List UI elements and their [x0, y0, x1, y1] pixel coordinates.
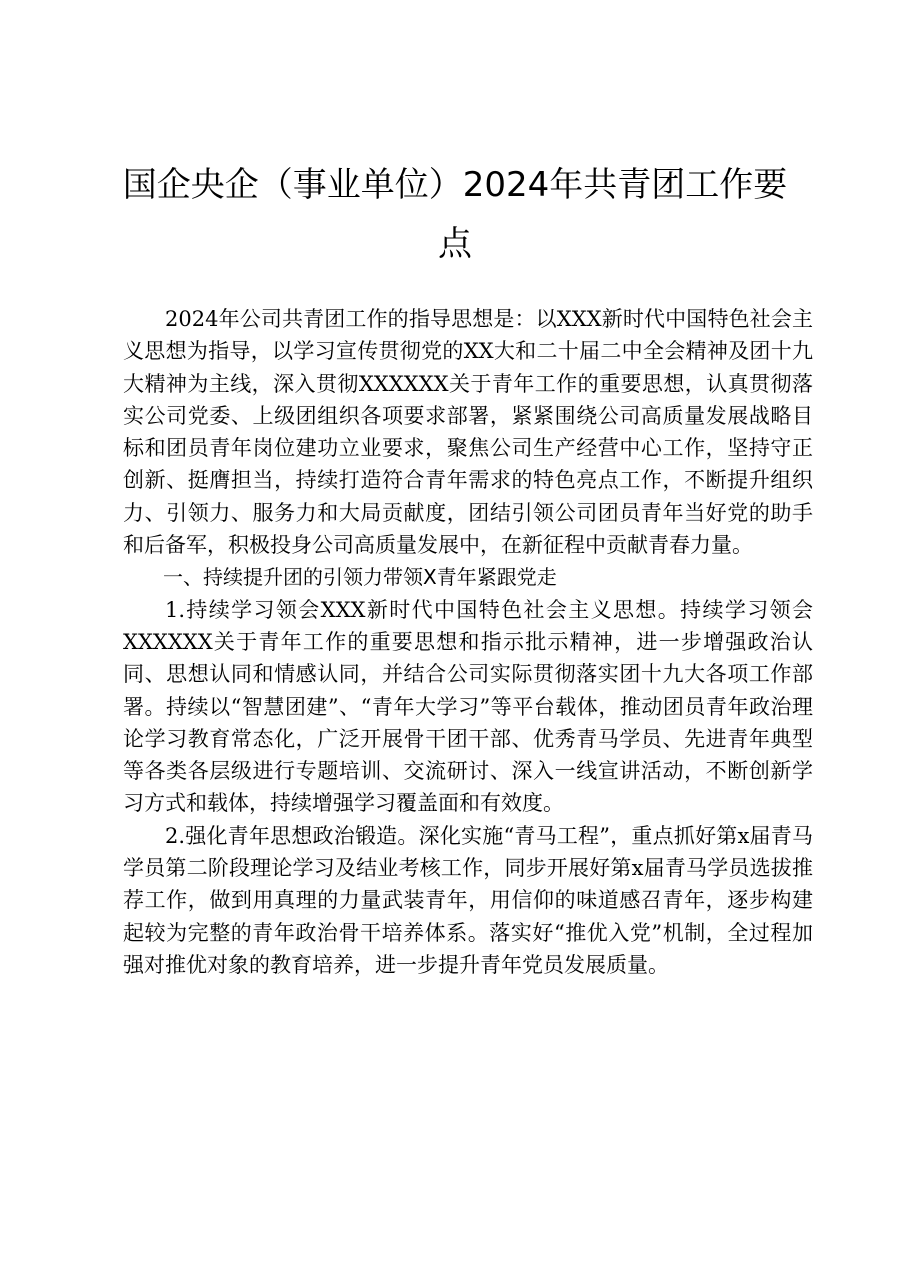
item-paragraph-1: 1.持续学习领会XXX新时代中国特色社会主义思想。持续学习领会XXXXXX关于青年工作的重要思想和指示批示精神，进一步增强政治认同、思想认同和情感认同，并结合公司实际贯彻落实团十九大各项工作部署。持续以“智慧团建”、“青年大学习”等平台载体，推动团员青年政治理论学习教育常态化，广泛开展骨干团干部、优秀青马学员、先进青年典型等各类各层级进行专题培训、交流研讨、深入一线宣讲活动，不断创新学习方式和载体，持续增强学习覆盖面和有效度。	[123, 597, 813, 816]
document-title: 国企央企（事业单位）2024年共青团工作要点	[122, 165, 788, 264]
section-heading-1: 一、持续提升团的引领力带领X青年紧跟党走	[163, 565, 557, 590]
item-paragraph-2: 2.强化青年思想政治锻造。深化实施“青马工程”，重点抓好第x届青马学员第二阶段理论学习及结业考核工作，同步开展好第x届青马学员选拔推荐工作，做到用真理的力量武装青年，用信仰的味道感召青年，逐步构建起较为完整的青年政治骨干培养体系。落实好“推优入党”机制，全过程加强对推优对象的教育培养，进一步提升青年党员发展质量。	[123, 823, 813, 977]
document-body	[123, 303, 813, 981]
intro-paragraph: 2024年公司共青团工作的指导思想是：以XXX新时代中国特色社会主义思想为指导，以学习宣传贯彻党的XX大和二十届二中全会精神及团十九大精神为主线，深入贯彻XXXXXX关于青年工作的重要思想，认真贯彻落实公司党委、上级团组织各项要求部署，紧紧围绕公司高质量发展战略目标和团员青年岗位建功立业要求，聚焦公司生产经营中心工作，坚持守正创新、挺膺担当，持续打造符合青年需求的特色亮点工作，不断提升组织力、引领力、服务力和大局贡献度，团结引领公司团员青年当好党的助手和后备军，积极投身公司高质量发展中，在新征程中贡献青春力量。	[123, 307, 813, 558]
